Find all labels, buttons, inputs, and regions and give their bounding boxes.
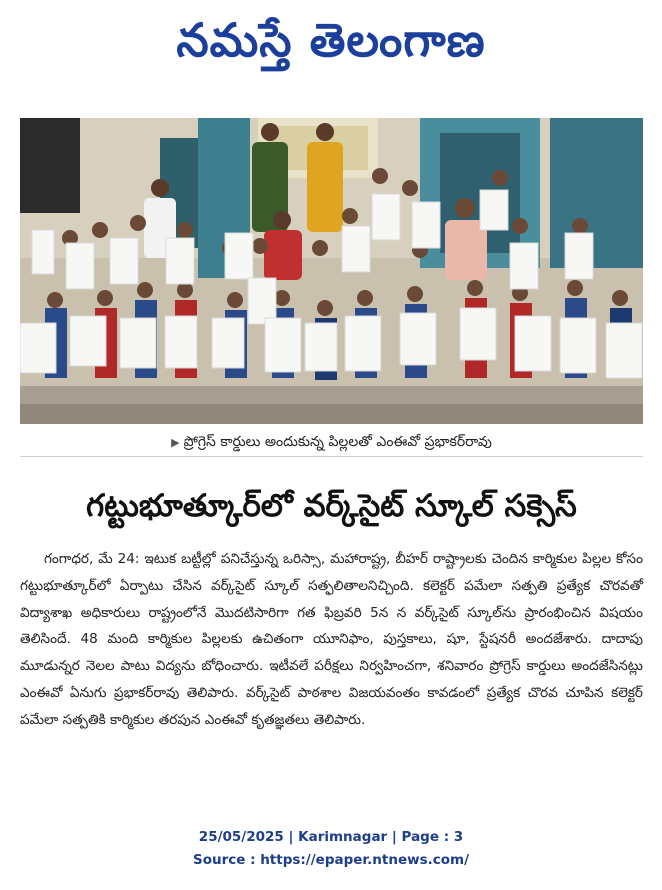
newspaper-masthead: నమస్తే తెలంగాణ <box>176 13 486 67</box>
news-photo <box>20 118 643 424</box>
group-photo-illustration <box>20 118 643 424</box>
footer-source: Source : https://epaper.ntnews.com/ <box>192 852 470 868</box>
article-headline: గట్టుభూత్కూర్‌లో వర్క్‌సైట్ స్కూల్ సక్సెస్ <box>86 488 577 524</box>
caption-marker-icon: ▶ <box>171 436 180 449</box>
page-footer <box>0 826 662 872</box>
article-body: గంగాధర, మే 24: ఇటుక బట్టీల్లో పనిచేస్తున్న ఒరిస్సా, మహారాష్ట్ర, బీహర్ రాష్ట్రాలకు చెందిన కార్మికుల పిల్లల కోసం గట్టుభూత్కూర్‌లో ఏర్పాటు చేసిన వర్క్‌సైట్ స్కూల్ సత్ఫలితాలనిచ్చింది. కలెక్టర్ పమేలా సత్పతి ప్రత్యేక చొరవతో విద్యాశాఖ అధికారులు రాష్ట్రంలోనే మొదటిసారిగా గత ఫిబ్రవరి 5న న వర్క్‌సైట్ స్కూల్‌ను ప్రారంభించిన విషయం తెలిసిందే. 48 మంది కార్మికుల పిల్లలకు ఉచితంగా యూనిఫాం, పుస్తకాలు, షూ, స్టేషనరీ అందజేశారు. దాదాపు మూడున్నర నెలల పాటు విద్యను బోధించారు. ఇటీవలే పరీక్షలు నిర్వహించగా, శనివారం ప్రోగ్రెస్ కార్డులు అందజేసినట్లు ఎంఈవో ఏనుగు ప్రభాకర్‌రావు తెలిపారు. వర్క్‌సైట్ పాఠశాల విజయవంతం కావడంలో ప్రత్యేక చొరవ చూపిన కలెక్టర్ పమేలా సత్పతికి కార్మికుల తరపున ఎంఈవో కృతజ్ఞతలు తెలిపారు. <box>20 551 643 728</box>
photo-caption-text: ప్రోగ్రెస్ కార్డులు అందుకున్న పిల్లలతో ఎంఈవో ప్రభాకర్‌రావు <box>183 434 492 450</box>
photo-caption <box>20 428 643 457</box>
footer-date-edition: 25/05/2025 | Karimnagar | Page : 3 <box>198 829 464 845</box>
